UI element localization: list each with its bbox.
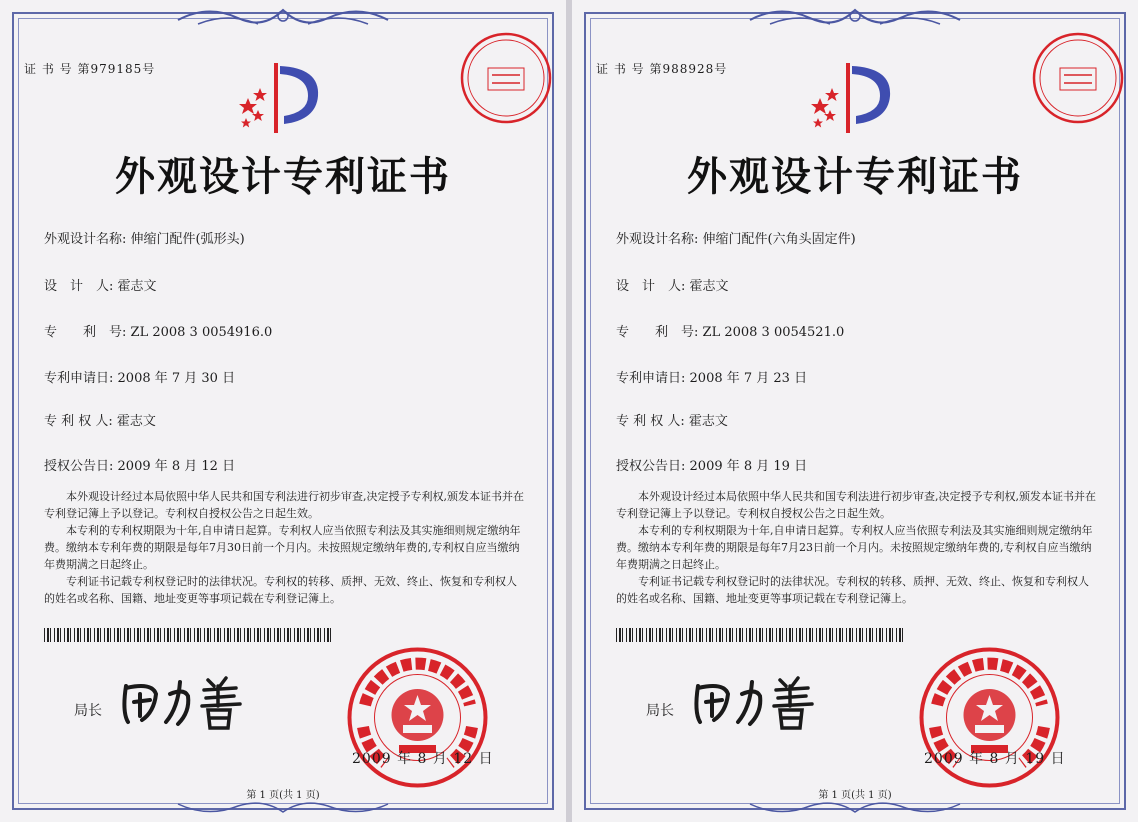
tax-seal-icon	[1030, 30, 1126, 126]
field-value: 2008 年 7 月 30 日	[117, 371, 236, 386]
field-value: 2008 年 7 月 23 日	[689, 371, 808, 386]
field-value: 2009 年 8 月 19 日	[689, 459, 808, 474]
certificate-body-text	[616, 488, 1096, 607]
field-label: 外观设计名称:	[616, 232, 699, 247]
paragraph: 本专利的专利权期限为十年,自申请日起算。专利权人应当依照专利法及其实施细则规定缴纳年费。缴纳本专利年费的期限是每年7月23日前一个月内。未按照规定缴纳年费的,专利权自应当缴纳年费期满之日起终止。	[616, 524, 1093, 571]
field-value: 霍志文	[689, 279, 729, 294]
paragraph: 本外观设计经过本局依照中华人民共和国专利法进行初步审查,决定授予专利权,颁发本证书并在专利登记簿上予以登记。专利权自授权公告之日起生效。	[616, 490, 1096, 520]
field-label: 授权公告日:	[616, 459, 686, 474]
director-label: 局长	[646, 703, 674, 719]
page-number: 第 1 页(共 1 页)	[818, 790, 892, 801]
certificate-title: 外观设计专利证书	[687, 153, 1023, 200]
field-designer	[616, 275, 729, 294]
paragraph: 专利证书记载专利权登记时的法律状况。专利权的转移、质押、无效、终止、恢复和专利权人的姓名或名称、国籍、地址变更等事项记载在专利登记簿上。	[616, 575, 1089, 605]
seal-date: 2009 年 8 月 19 日	[924, 751, 1066, 767]
seal-date: 2009 年 8 月 12 日	[352, 751, 494, 767]
field-label: 授权公告日:	[44, 459, 114, 474]
field-patentee	[44, 410, 156, 429]
field-patent-number	[44, 321, 272, 340]
field-filing-date	[616, 367, 807, 386]
field-grant-date	[616, 455, 807, 474]
field-grant-date	[44, 455, 235, 474]
field-value: 2009 年 8 月 12 日	[117, 459, 236, 474]
certificate-title: 外观设计专利证书	[115, 153, 451, 200]
field-value: 霍志文	[117, 279, 157, 294]
director-signature	[118, 672, 248, 732]
field-value: 霍志文	[688, 414, 728, 429]
ornament-top-icon	[168, 2, 398, 32]
national-ip-office-seal-icon	[345, 645, 490, 790]
certificate-body-text	[44, 488, 524, 607]
patent-office-emblem-icon	[228, 58, 328, 138]
certificate-left	[0, 0, 566, 822]
field-design-name	[616, 228, 856, 247]
page-number: 第 1 页(共 1 页)	[246, 790, 320, 801]
field-patent-number	[616, 321, 844, 340]
tax-seal-icon	[458, 30, 554, 126]
field-design-name	[44, 228, 245, 247]
certificate-number: 证 书 号 第979185号	[24, 62, 156, 76]
ornament-top-icon	[740, 2, 970, 32]
field-value: ZL 2008 3 0054916.0	[130, 325, 273, 340]
national-ip-office-seal-icon	[917, 645, 1062, 790]
patent-office-emblem-icon	[800, 58, 900, 138]
field-value: ZL 2008 3 0054521.0	[702, 325, 845, 340]
field-label: 专 利 号:	[44, 325, 127, 340]
field-label: 设 计 人:	[44, 279, 114, 294]
field-value: 伸缩门配件(六角头固定件)	[702, 232, 856, 247]
field-filing-date	[44, 367, 235, 386]
field-label: 专 利 权 人:	[616, 414, 685, 429]
director-label: 局长	[74, 703, 102, 719]
ornament-bottom-icon	[168, 798, 398, 820]
field-label: 专利申请日:	[44, 371, 114, 386]
certificate-right	[572, 0, 1138, 822]
paragraph: 专利证书记载专利权登记时的法律状况。专利权的转移、质押、无效、终止、恢复和专利权人的姓名或名称、国籍、地址变更等事项记载在专利登记簿上。	[44, 575, 517, 605]
field-value: 伸缩门配件(弧形头)	[130, 232, 245, 247]
field-label: 专利申请日:	[616, 371, 686, 386]
certificate-number: 证 书 号 第988928号	[596, 62, 728, 76]
paragraph: 本外观设计经过本局依照中华人民共和国专利法进行初步审查,决定授予专利权,颁发本证书并在专利登记簿上予以登记。专利权自授权公告之日起生效。	[44, 490, 524, 520]
field-patentee	[616, 410, 728, 429]
field-label: 设 计 人:	[616, 279, 686, 294]
barcode	[44, 628, 334, 642]
barcode	[616, 628, 906, 642]
paragraph: 本专利的专利权期限为十年,自申请日起算。专利权人应当依照专利法及其实施细则规定缴纳年费。缴纳本专利年费的期限是每年7月30日前一个月内。未按照规定缴纳年费的,专利权自应当缴纳年费期满之日起终止。	[44, 524, 521, 571]
field-value: 霍志文	[116, 414, 156, 429]
ornament-bottom-icon	[740, 798, 970, 820]
director-signature	[690, 672, 820, 732]
field-label: 专 利 权 人:	[44, 414, 113, 429]
field-designer	[44, 275, 157, 294]
field-label: 专 利 号:	[616, 325, 699, 340]
field-label: 外观设计名称:	[44, 232, 127, 247]
